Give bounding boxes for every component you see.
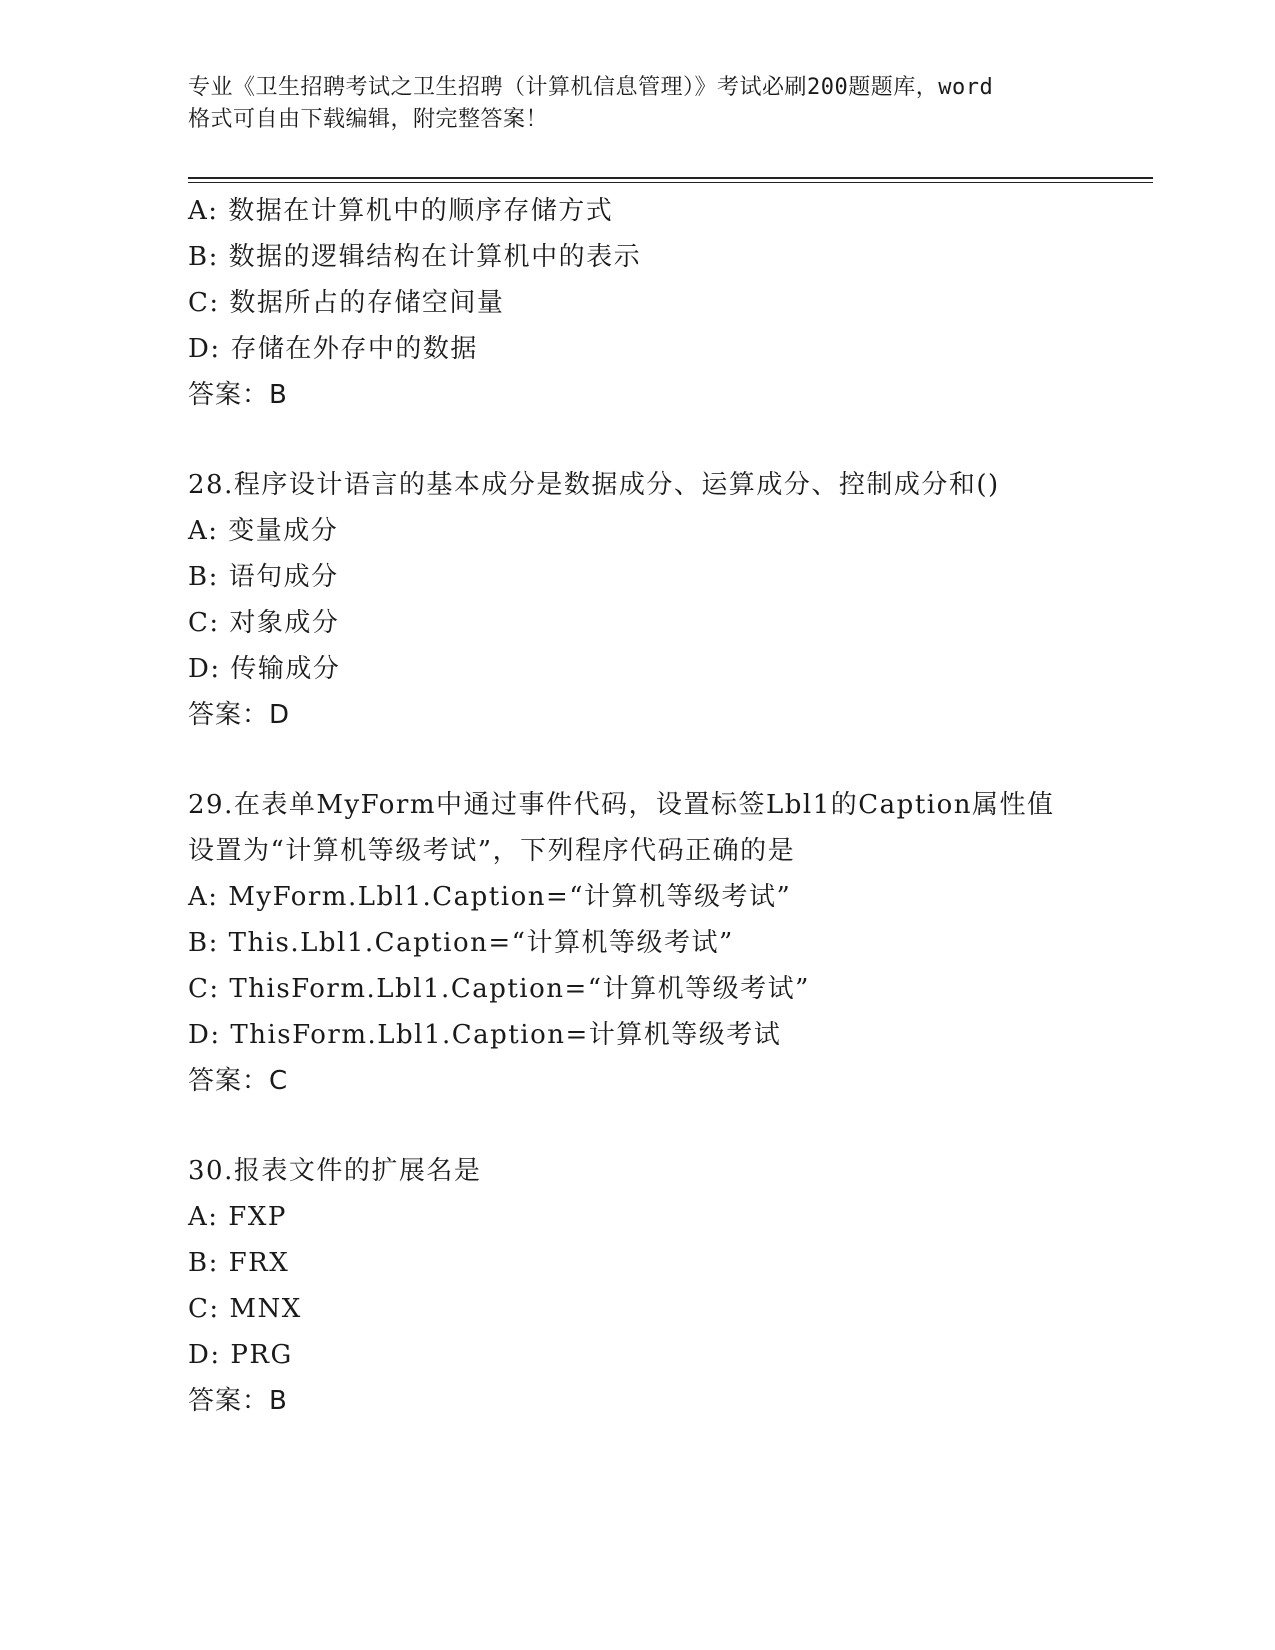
question-text-line-2: 设置为“计算机等级考试”，下列程序代码正确的是	[188, 836, 796, 866]
spacer	[188, 738, 1148, 782]
option-b: B: This.Lbl1.Caption=“计算机等级考试”	[188, 928, 734, 958]
question-30-block	[188, 1148, 1148, 1424]
question-27-block	[188, 188, 1148, 418]
question-28-block	[188, 462, 1148, 738]
header-line-2: 格式可自由下载编辑，附完整答案！	[188, 107, 549, 132]
question-text: 28.程序设计语言的基本成分是数据成分、运算成分、控制成分和()	[188, 470, 1000, 500]
spacer	[188, 418, 1148, 462]
answer-line: 答案：D	[188, 700, 291, 730]
question-text-line-1: 29.在表单MyForm中通过事件代码，设置标签Lbl1的Caption属性值	[188, 790, 1055, 820]
option-c: C: MNX	[188, 1294, 302, 1324]
question-text: 30.报表文件的扩展名是	[188, 1156, 482, 1186]
question-29-block	[188, 782, 1148, 1104]
option-a: A: MyForm.Lbl1.Caption=“计算机等级考试”	[188, 882, 792, 912]
option-a: A: 数据在计算机中的顺序存储方式	[188, 196, 614, 226]
option-c: C: ThisForm.Lbl1.Caption=“计算机等级考试”	[188, 974, 810, 1004]
header-line-1: 专业《卫生招聘考试之卫生招聘（计算机信息管理）》考试必刷200题题库，word	[188, 75, 994, 100]
header-divider-thin	[188, 182, 1153, 183]
answer-line: 答案：B	[188, 380, 288, 410]
question-list	[188, 188, 1148, 1424]
option-a: A: FXP	[188, 1202, 287, 1232]
option-b: B: FRX	[188, 1248, 290, 1278]
answer-line: 答案：C	[188, 1066, 289, 1096]
spacer	[188, 1104, 1148, 1148]
answer-line: 答案：B	[188, 1386, 288, 1416]
option-c: C: 对象成分	[188, 608, 340, 638]
option-d: D: 传输成分	[188, 654, 341, 684]
option-d: D: 存储在外存中的数据	[188, 334, 478, 364]
header-divider-thick	[188, 177, 1153, 179]
option-b: B: 语句成分	[188, 562, 339, 592]
option-d: D: ThisForm.Lbl1.Caption=计算机等级考试	[188, 1020, 782, 1050]
option-c: C: 数据所占的存储空间量	[188, 288, 505, 318]
option-a: A: 变量成分	[188, 516, 339, 546]
option-b: B: 数据的逻辑结构在计算机中的表示	[188, 242, 642, 272]
option-d: D: PRG	[188, 1340, 293, 1370]
document-header	[188, 72, 1088, 136]
